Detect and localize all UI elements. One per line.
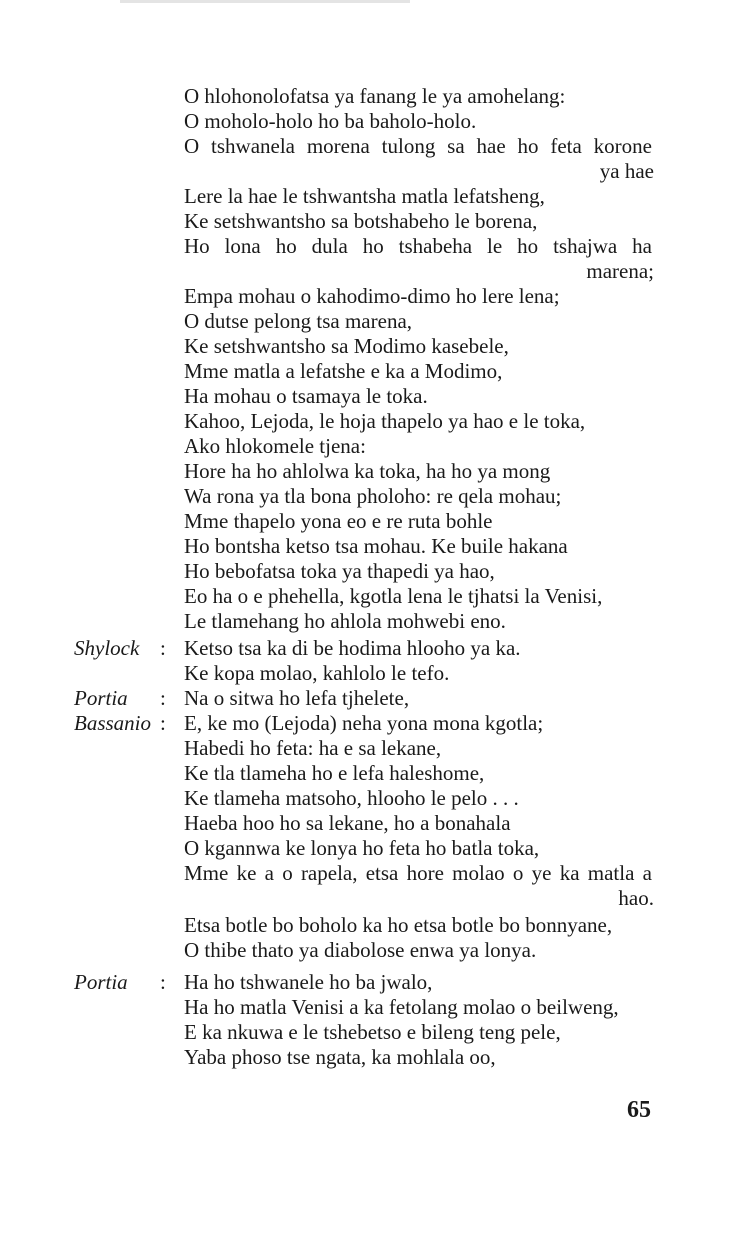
page-number: 65 — [627, 1097, 651, 1123]
verse-line-text: Ke tlameha matsoho, hlooho le pelo . . . — [184, 786, 519, 810]
verse-line-continuation — [0, 259, 756, 284]
verse-line-text: E, ke mo (Lejoda) neha yona mona kgotla; — [184, 711, 544, 735]
verse-line — [0, 484, 756, 509]
verse-line — [0, 184, 756, 209]
speaker-name: Portia — [74, 686, 128, 710]
verse-line-text: Ho bebofatsa toka ya thapedi ya hao, — [184, 559, 495, 583]
speaker-colon: : — [160, 970, 166, 994]
verse-line — [0, 309, 756, 334]
verse-line-text: E ka nkuwa e le tshebetso e bileng teng pele, — [184, 1020, 561, 1044]
verse-line-text: Na o sitwa ho lefa tjhelete, — [184, 686, 410, 710]
verse-line-text: Mme ke a o rapela, etsa hore molao o ye ka matla a — [184, 861, 652, 885]
verse-line — [0, 434, 756, 459]
verse-line-text: Ketso tsa ka di be hodima hlooho ya ka. — [184, 636, 521, 660]
speaker-colon: : — [160, 686, 166, 710]
verse-line — [0, 686, 756, 711]
verse-line — [0, 661, 756, 686]
verse-line — [0, 409, 756, 434]
verse-line-text: Eo ha o e phehella, kgotla lena le tjhatsi la Venisi, — [184, 584, 603, 608]
speaker-name: Portia — [74, 970, 128, 994]
verse-line-text: Mme thapelo yona eo e re ruta bohle — [184, 509, 493, 533]
verse-line — [0, 84, 756, 109]
verse-line-text: Ke kopa molao, kahlolo le tefo. — [184, 661, 450, 685]
verse-line — [0, 609, 756, 634]
verse-line-text: Mme matla a lefatshe e ka a Modimo, — [184, 359, 503, 383]
verse-line — [0, 334, 756, 359]
verse-line — [0, 359, 756, 384]
verse-line — [0, 636, 756, 661]
verse-line — [0, 284, 756, 309]
verse-line — [0, 559, 756, 584]
verse-line — [0, 761, 756, 786]
speaker-colon: : — [160, 636, 166, 660]
verse-line — [0, 509, 756, 534]
verse-line-text: Empa mohau o kahodimo-dimo ho lere lena; — [184, 284, 560, 308]
verse-line — [0, 1020, 756, 1045]
verse-line-continuation — [0, 886, 756, 911]
verse-line-text: Habedi ho feta: ha e sa lekane, — [184, 736, 442, 760]
verse-line — [0, 836, 756, 861]
verse-line — [0, 938, 756, 963]
verse-line — [0, 134, 756, 159]
verse-line — [0, 534, 756, 559]
verse-line-text: Le tlamehang ho ahlola mohwebi eno. — [184, 609, 506, 633]
verse-line-text: Ke setshwantsho sa botshabeho le borena, — [184, 209, 538, 233]
verse-line — [0, 459, 756, 484]
verse-line — [0, 970, 756, 995]
verse-line-text: Ako hlokomele tjena: — [184, 434, 366, 458]
verse-line-text: Lere la hae le tshwantsha matla lefatsheng, — [184, 184, 545, 208]
verse-line-text: Ke tla tlameha ho e lefa haleshome, — [184, 761, 485, 785]
verse-line — [0, 384, 756, 409]
verse-line-text: Ke setshwantsho sa Modimo kasebele, — [184, 334, 509, 358]
verse-line-text: Ha ho matla Venisi a ka fetolang molao o beilweng, — [184, 995, 619, 1019]
verse-line-text: ya hae — [599, 159, 654, 183]
verse-line-text: O moholo-holo ho ba baholo-holo. — [184, 109, 477, 133]
verse-line-text: Etsa botle bo boholo ka ho etsa botle bo bonnyane, — [184, 913, 613, 937]
verse-line — [0, 736, 756, 761]
verse-line-text: marena; — [586, 259, 654, 283]
verse-line-text: Ho bontsha ketso tsa mohau. Ke buile hakana — [184, 534, 568, 558]
verse-line-text: Yaba phoso tse ngata, ka mohlala oo, — [184, 1045, 496, 1069]
verse-line — [0, 995, 756, 1020]
verse-line-text: Ha ho tshwanele ho ba jwalo, — [184, 970, 433, 994]
speaker-name: Bassanio — [74, 711, 152, 735]
verse-line-text: Kahoo, Lejoda, le hoja thapelo ya hao e le toka, — [184, 409, 586, 433]
verse-line — [0, 711, 756, 736]
verse-line — [0, 209, 756, 234]
verse-line-text: O dutse pelong tsa marena, — [184, 309, 413, 333]
verse-line-text: hao. — [618, 886, 654, 910]
verse-line — [0, 584, 756, 609]
speaker-colon: : — [160, 711, 166, 735]
verse-line — [0, 913, 756, 938]
verse-line-continuation — [0, 159, 756, 184]
verse-line-text: O kgannwa ke lonya ho feta ho batla toka, — [184, 836, 540, 860]
verse-line-text: O tshwanela morena tulong sa hae ho feta korone — [184, 134, 652, 158]
verse-line — [0, 786, 756, 811]
verse-line-text: Ho lona ho dula ho tshabeha le ho tshajwa ha — [184, 234, 652, 258]
top-rule — [120, 0, 410, 3]
verse-line — [0, 109, 756, 134]
verse-line-text: Hore ha ho ahlolwa ka toka, ha ho ya mong — [184, 459, 551, 483]
verse-line-text: O thibe thato ya diabolose enwa ya lonya. — [184, 938, 537, 962]
verse-line — [0, 234, 756, 259]
verse-line — [0, 1045, 756, 1070]
verse-line — [0, 811, 756, 836]
verse-line-text: Haeba hoo ho sa lekane, ho a bonahala — [184, 811, 511, 835]
verse-line-text: Ha mohau o tsamaya le toka. — [184, 384, 428, 408]
verse-line-text: O hlohonolofatsa ya fanang le ya amohelang: — [184, 84, 566, 108]
speaker-name: Shylock — [74, 636, 140, 660]
verse-line-text: Wa rona ya tla bona pholoho: re qela mohau; — [184, 484, 562, 508]
verse-line — [0, 861, 756, 886]
